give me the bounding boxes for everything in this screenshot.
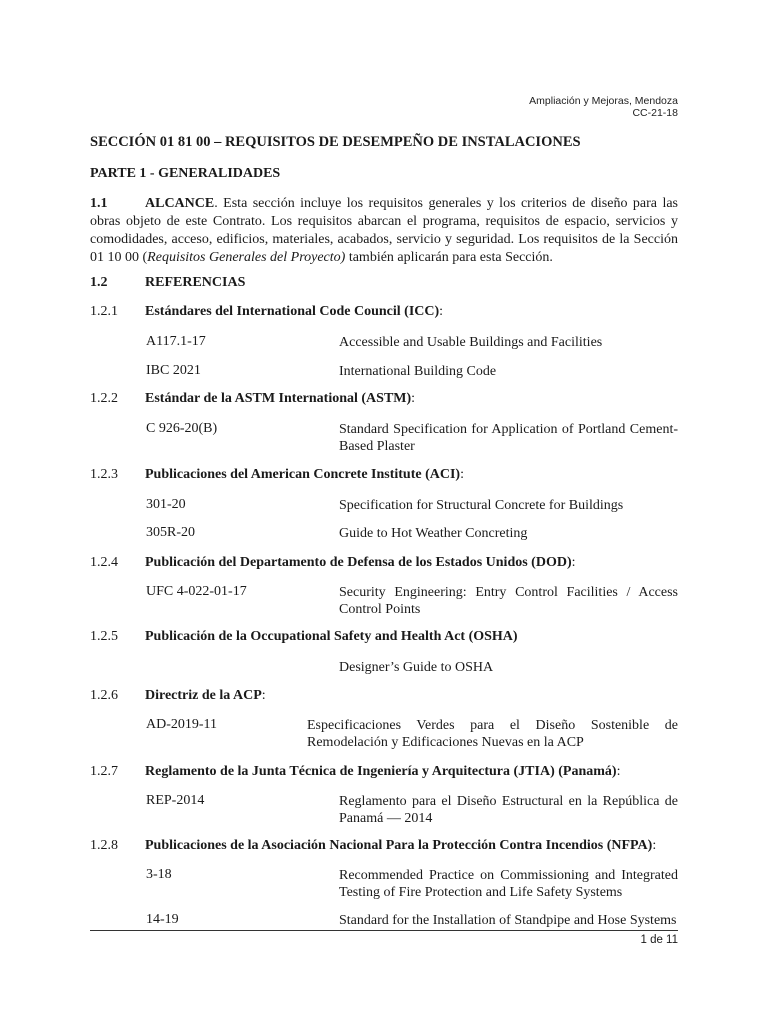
- ref-description: Reglamento para el Diseño Estructural en la República de Panamá — 2014: [339, 794, 678, 826]
- ref-number: 1.2.7: [90, 764, 118, 779]
- ref-code: 301-20: [146, 497, 186, 512]
- ref-description: Accessible and Usable Buildings and Facilities: [339, 335, 603, 350]
- ref-number: 1.2.2: [90, 391, 118, 406]
- ref-heading: Directriz de la ACP:: [145, 688, 266, 703]
- ref-description: Designer’s Guide to OSHA: [339, 660, 494, 675]
- alcance-heading: ALCANCE: [145, 196, 215, 211]
- alcance-text: . Esta sección incluye los requisitos generales y los criterios de diseño para las obras objeto de este Contrato. Los requisitos abarcan el programa, requisitos de espacio, servicios y comodidades, acceso, edificios, materiales, acabados, servicio y seguridad. Los requisitos de la Sección 01 10 00 (: [90, 196, 678, 265]
- ref-code: UFC 4-022-01-17: [146, 584, 247, 599]
- page-header: [529, 95, 678, 119]
- ref-number: 1.2.3: [90, 467, 118, 482]
- ref-code: A117.1-17: [146, 334, 206, 349]
- ref-code: 305R-20: [146, 525, 195, 540]
- ref-number: 1.2.8: [90, 838, 118, 853]
- ref-description: Standard for the Installation of Standpipe and Hose Systems: [339, 913, 677, 928]
- ref-description: Recommended Practice on Commissioning and Integrated Testing of Fire Protection and Life Safety Systems: [339, 868, 678, 900]
- alcance-text-end: también aplicarán para esta Sección.: [345, 250, 553, 265]
- referencias-number: 1.2: [90, 275, 108, 290]
- ref-heading: Publicación del Departamento de Defensa de los Estados Unidos (DOD):: [145, 555, 576, 570]
- ref-description: Security Engineering: Entry Control Facilities / Access Control Points: [339, 585, 678, 617]
- ref-heading: Estándares del International Code Council (ICC):: [145, 304, 444, 319]
- ref-heading: Reglamento de la Junta Técnica de Ingeniería y Arquitectura (JTIA) (Panamá):: [145, 764, 621, 779]
- ref-description: Guide to Hot Weather Concreting: [339, 526, 528, 541]
- referencias-heading: REFERENCIAS: [145, 275, 246, 290]
- page-number: 1 de 11: [640, 934, 678, 946]
- ref-number: 1.2.5: [90, 629, 118, 644]
- ref-code: REP-2014: [146, 793, 205, 808]
- header-project: Ampliación y Mejoras, Mendoza: [529, 95, 678, 107]
- ref-number: 1.2.4: [90, 555, 118, 570]
- ref-code: 14-19: [146, 912, 179, 927]
- alcance-italic-ref: Requisitos Generales del Proyecto): [147, 250, 346, 265]
- ref-description: Specification for Structural Concrete for Buildings: [339, 498, 624, 513]
- alcance-paragraph: [90, 195, 678, 267]
- part-title: PARTE 1 - GENERALIDADES: [90, 166, 281, 181]
- ref-description: Standard Specification for Application of Portland Cement-Based Plaster: [339, 422, 678, 454]
- header-code: CC-21-18: [632, 107, 678, 119]
- section-title: SECCIÓN 01 81 00 – REQUISITOS DE DESEMPEÑO DE INSTALACIONES: [90, 134, 581, 150]
- ref-description: Especificaciones Verdes para el Diseño Sostenible de Remodelación y Edificaciones Nuevas en la ACP: [307, 718, 678, 750]
- footer-divider: [90, 930, 678, 931]
- ref-number: 1.2.6: [90, 688, 118, 703]
- alcance-number: 1.1: [90, 196, 108, 211]
- ref-code: IBC 2021: [146, 363, 201, 378]
- ref-heading: Publicaciones del American Concrete Institute (ACI):: [145, 467, 464, 482]
- ref-heading: Estándar de la ASTM International (ASTM):: [145, 391, 416, 406]
- ref-code: AD-2019-11: [146, 717, 218, 732]
- ref-number: 1.2.1: [90, 304, 118, 319]
- ref-code: C 926-20(B): [146, 421, 218, 436]
- ref-code: 3-18: [146, 867, 172, 882]
- ref-heading: Publicación de la Occupational Safety and Health Act (OSHA): [145, 629, 518, 644]
- ref-description: International Building Code: [339, 364, 497, 379]
- ref-heading: Publicaciones de la Asociación Nacional Para la Protección Contra Incendios (NFPA):: [145, 838, 657, 853]
